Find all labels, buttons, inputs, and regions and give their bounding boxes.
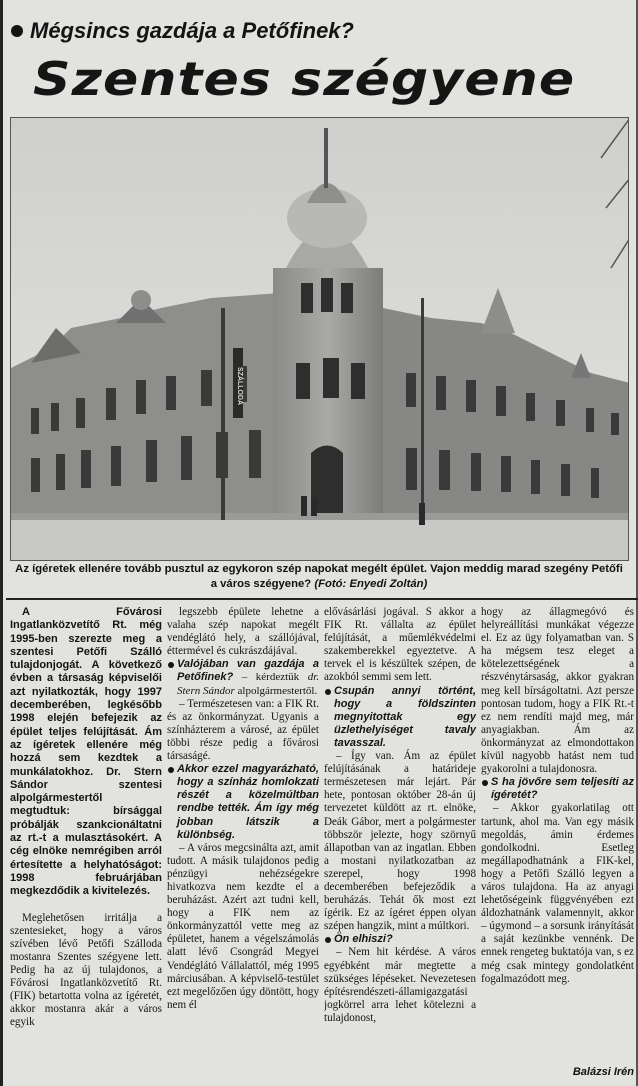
body-paragraph: – Így van. Ám az épület felújításának a határideje természetesen már lejárt. Pár hete, pontosan október 28-án új tervezetet küldött az rt. elnöke, Deák Gábor, mert a polgármester többször jelezte, hogy szörnyű állapotban van az ingatlan. Ebben a mostani nyilatkozatban az szerepel, hogy 1998 decemberében befejeződik a beruházás. Tehát ők most ezt ígérik. Ez az ígéret éppen olyan szépen hangzik, mint a múltkori.	[324, 750, 476, 933]
kicker	[9, 18, 629, 44]
question-text: Valójában van gazdája a Petőfinek?	[177, 658, 319, 684]
question-tail-end: alpolgármestertől.	[234, 684, 318, 697]
body-paragraph: – Természetesen van: a FIK Rt. és az önkormányzat. Ugyanis a színházterem a városé, az épület többi része pedig a fővárosi társaságé.	[167, 697, 319, 763]
author-byline: Balázsi Irén	[572, 1066, 634, 1078]
body-paragraph: – Nem hit kérdése. A város egyébként már megtette a szükséges lépéseket. Nevezetesen építésrendészeti-államigazgatási jogkörrel arra lehet kötelezni a tulajdonost,	[324, 946, 476, 1024]
interview-question: Ön elhiszi?	[324, 933, 476, 946]
column-3	[324, 606, 476, 1080]
interview-question	[167, 658, 319, 697]
column-1	[10, 606, 162, 1080]
lead-paragraph: A Fővárosi Ingatlanközvetítő Rt. még 1995-ben szerezte meg a szentesi Petőfi Szálló tulajdonjogát. A következő évben a társaság képviselői azt nyilatkozták, hogy 1997 decemberében, legkésőbb 1998 elején befejezik az épület teljes felújítását. Ám az ígéretek ellenére még hozzá sem kezdtek a munkálatokhoz. Dr. Stern Sándor szentesi alpolgármestertől megtudtuk: bírsággal próbálják szankcionáltatni az rt.-t a mulasztásokért. A cég elnöke nemrégiben arról értesítette a helyhatóságot: 1998 februárjában megkezdődik a kivitelezés.	[10, 606, 162, 898]
column-4	[481, 606, 634, 1080]
interview-question: Akkor ezzel magyarázható, hogy a színház homlokzati részét a közelmúltban rendbe tették. Ám így még jobban látszik a különbség.	[167, 763, 319, 842]
interview-question: Csupán annyi történt, hogy a földszinten megnyitottak egy üzlethelyiséget tavaly tavasszal.	[324, 685, 476, 750]
question-person: dr. Stern Sándor	[177, 671, 319, 697]
body-paragraph: legszebb épülete lehetne a valaha szép napokat megélt vendéglátó hely, a szállójával, éttermével és cukrászdájával.	[167, 606, 319, 658]
body-paragraph: Meglehetősen irritálja a szentesieket, hogy a város szívében lévő Petőfi Szálloda mostanra Szentes szégyene lett. Pedig ha az új tulajdonos, a Fővárosi Ingatlanközvetítő Rt. (FIK) betartotta volna az ígéretét, akkor mostanra akár a város egyik	[10, 911, 162, 1029]
body-paragraph: elővásárlási jogával. S akkor a FIK Rt. vállalta az épület felújítását, a műemlékvédelmi szakemberekkel egyeztetve. A tervek el is készültek szépen, de azokból semmi sem lett.	[324, 606, 476, 684]
divider	[6, 598, 638, 600]
headline: Szentes szégyene	[33, 52, 576, 106]
body-paragraph: – Akkor gyakorlatilag ott tartunk, ahol ma. Van egy másik megoldás, ámin érdemes gondolkodni. Esetleg megállapodhatnánk a FIK-kel, hogy a Petőfi Szálló legyen a város tulajdona. Ha az anyagi lehetőségeink függvényében ezt áldozhatnánk valamennyit, akkor – úgymond – a sorsunk irányítását a saját kezünkbe vennénk. De ennek rengeteg buktatója van, s ez még csak mintegy gondolatként fogalmazódott meg.	[481, 802, 634, 985]
question-tail: – kérdeztük	[233, 671, 308, 684]
kicker-text: Mégsincs gazdája a Petőfinek?	[30, 18, 354, 43]
body-paragraph: – A város megcsinálta azt, amit tudott. A másik tulajdonos pedig pénzügyi nehézségekre hivatkozva nem kezdte el a beruházást. Azért azt tudni kell, hogy a FIK nem az önkormányzattól vette meg az épületet, hanem a végelszámolás alatt lévő Csongrád Megyei Vendéglátó Vállalattól, még 1995 márciusában. A képviselő-testület ezt megelőzően úgy döntött, hogy nem él	[167, 841, 319, 1011]
caption-text: Az ígéretek ellenére tovább pusztul az egykoron szép napokat megélt épület. Vajon meddig marad szegény Petőfi a város szégyene?	[15, 563, 623, 590]
photo-caption	[13, 562, 625, 592]
interview-question: S ha jövőre sem teljesíti az ígéretét?	[481, 776, 634, 802]
photo-sign: SZÁLLODA	[236, 366, 243, 406]
photo-credit: (Fotó: Enyedi Zoltán)	[314, 578, 428, 590]
bullet-icon	[11, 25, 23, 37]
column-2	[167, 606, 319, 1080]
body-paragraph: hogy az állagmegóvó és helyreállítási munkákat végezze el. Ez az ügy folyamatban van. S ha mégsem tesz eleget a kötelezettségének a részvénytársaság, akkor gyakran meg kell bírságoltatni. Azt persze pontosan tudom, hogy a FIK Rt.-t ez nem rendíti majd meg, már anyagiakban. Ám az önkormányzat az elmondottakon kívül nagyobb hatást nem tud gyakorolni a tulajdonosra.	[481, 606, 634, 776]
building-photo	[10, 117, 629, 561]
